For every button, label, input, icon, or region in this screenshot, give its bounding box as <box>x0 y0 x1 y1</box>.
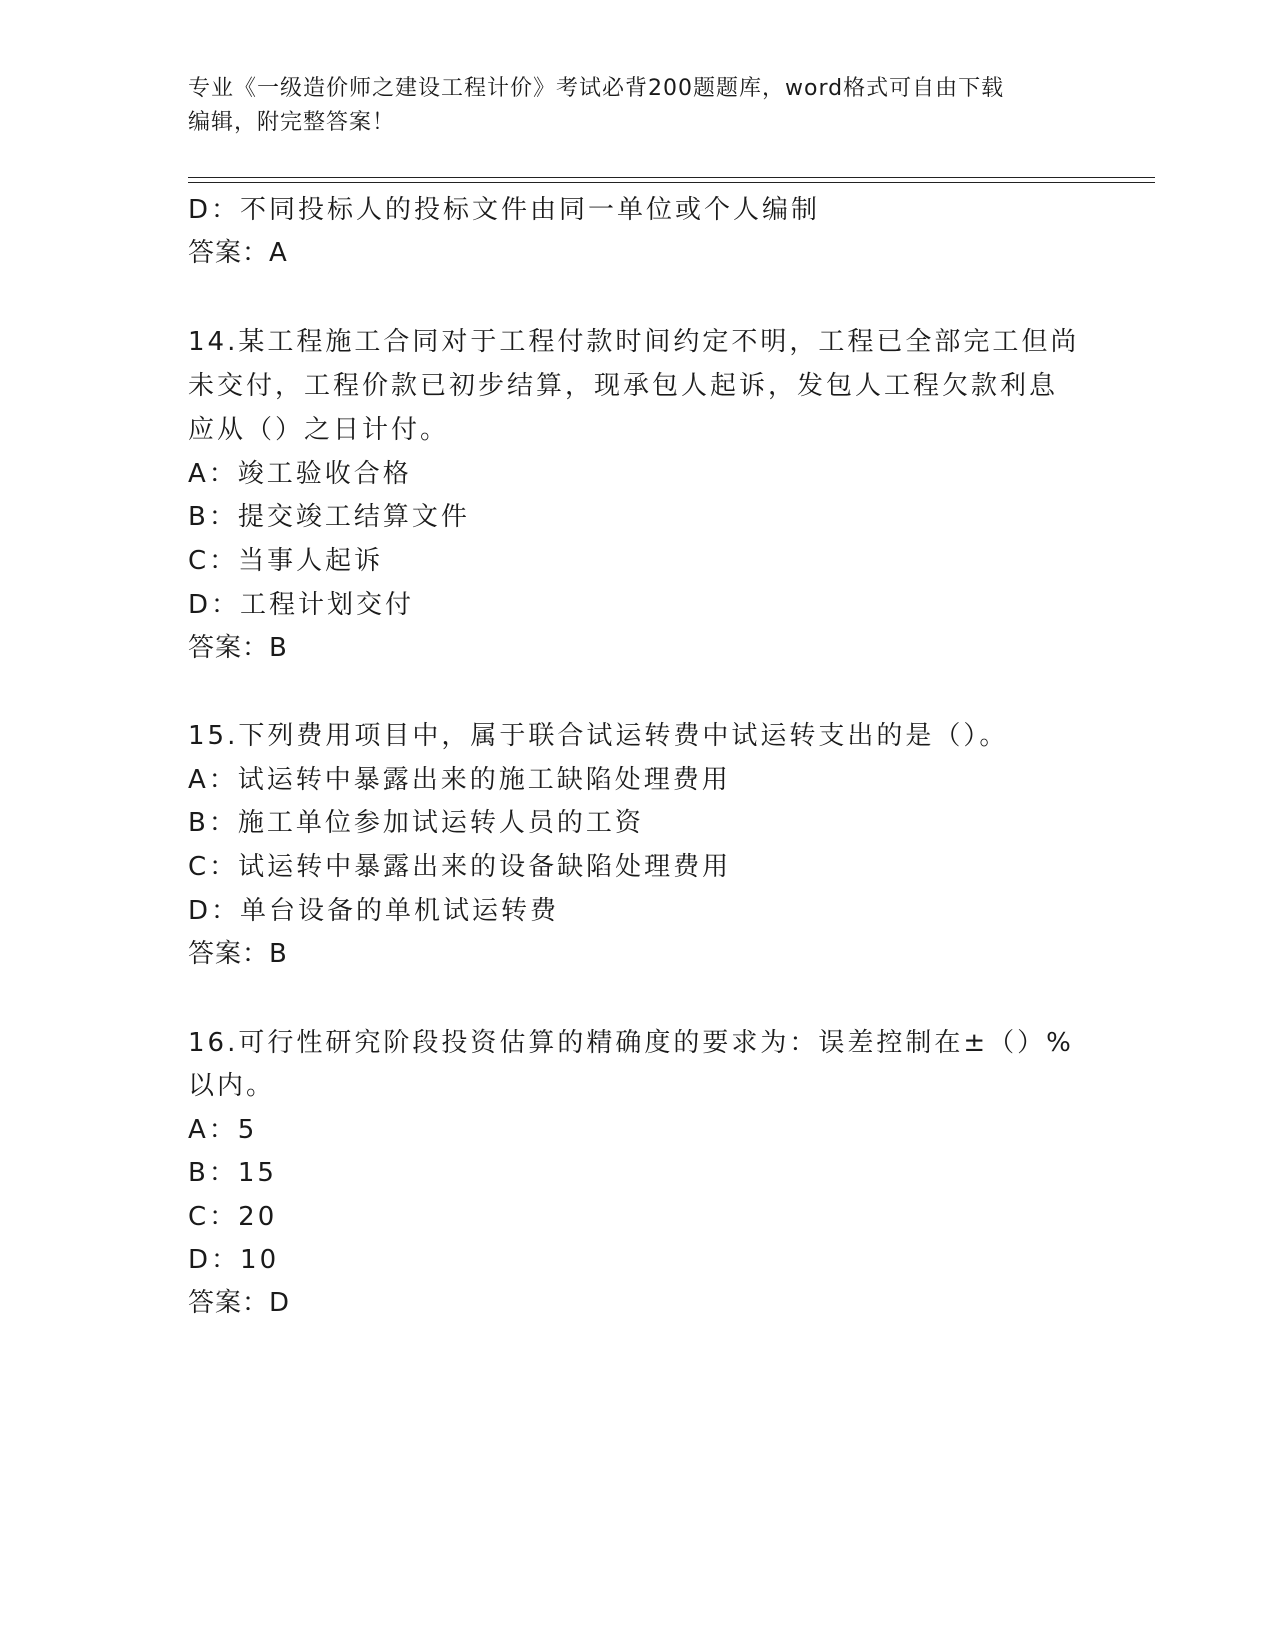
q14-stem-line-2: 未交付，工程价款已初步结算，现承包人起诉，发包人工程欠款利息 <box>188 371 1059 401</box>
header-divider-bottom <box>188 182 1155 183</box>
q15-option-c: C：试运转中暴露出来的设备缺陷处理费用 <box>188 852 732 882</box>
q14-stem-line-1: 14.某工程施工合同对于工程付款时间约定不明，工程已全部完工但尚 <box>188 327 1080 357</box>
q16-option-a: A：5 <box>188 1115 258 1145</box>
q14-answer: 答案：B <box>188 633 288 663</box>
page-header <box>188 72 1088 140</box>
header-divider-top <box>188 177 1155 178</box>
header-title-line-1: 专业《一级造价师之建设工程计价》考试必背200题题库，word格式可自由下载 <box>188 76 1005 101</box>
header-title-line-2: 编辑，附完整答案！ <box>188 110 396 135</box>
q16-option-b: B：15 <box>188 1158 277 1188</box>
q16-option-c: C：20 <box>188 1202 278 1232</box>
q14-stem-line-3: 应从（）之日计付。 <box>188 415 450 445</box>
q14-option-d: D：工程计划交付 <box>188 590 415 620</box>
q15-option-d: D：单台设备的单机试运转费 <box>188 896 560 926</box>
q13-answer: 答案：A <box>188 238 288 268</box>
q16-stem-line-2: 以内。 <box>188 1071 276 1101</box>
q16-answer: 答案：D <box>188 1288 291 1318</box>
q13-option-d: D：不同投标人的投标文件由同一单位或个人编制 <box>188 195 821 225</box>
q16-option-d: D：10 <box>188 1245 280 1275</box>
q15-option-b: B：施工单位参加试运转人员的工资 <box>188 808 644 838</box>
q14-option-b: B：提交竣工结算文件 <box>188 502 470 532</box>
q15-option-a: A：试运转中暴露出来的施工缺陷处理费用 <box>188 765 731 795</box>
q15-answer: 答案：B <box>188 939 288 969</box>
q15-stem-line-1: 15.下列费用项目中，属于联合试运转费中试运转支出的是（）。 <box>188 721 1009 751</box>
q14-option-c: C：当事人起诉 <box>188 546 384 576</box>
q16-stem-line-1: 16.可行性研究阶段投资估算的精确度的要求为：误差控制在±（）% <box>188 1028 1074 1058</box>
q14-option-a: A：竣工验收合格 <box>188 459 412 489</box>
